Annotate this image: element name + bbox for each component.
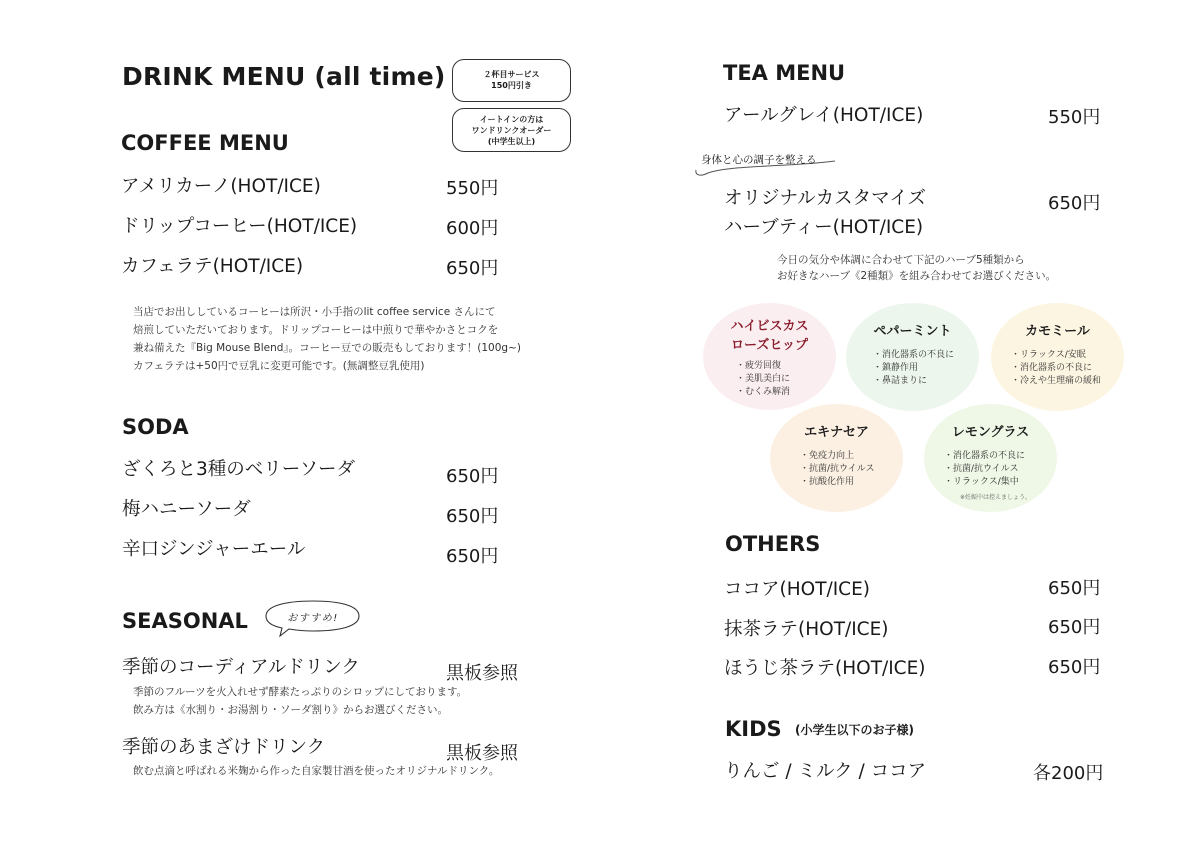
seasonal-heading: SEASONAL <box>122 609 248 633</box>
herb-title: エキナセア <box>804 425 869 440</box>
menu-item-name: ほうじ茶ラテ(HOT/ICE) <box>724 658 926 679</box>
menu-item-name: 季節のコーディアルドリンク <box>122 657 360 678</box>
menu-item-price: 550円 <box>1048 107 1101 128</box>
herb-title: カモミール <box>1025 324 1090 339</box>
coffee-heading: COFFEE MENU <box>121 131 289 155</box>
soda-heading: SODA <box>122 415 189 439</box>
menu-item-name: カフェラテ(HOT/ICE) <box>121 256 304 277</box>
menu-item-price: 650円 <box>446 546 499 567</box>
menu-item-price: 550円 <box>446 178 499 199</box>
herb-chamomile <box>991 303 1124 411</box>
menu-item-price: 650円 <box>1048 578 1101 599</box>
menu-item-name: ドリップコーヒー(HOT/ICE) <box>121 216 358 237</box>
menu-item-price: 650円 <box>446 466 499 487</box>
kids-subheading: (小学生以下のお子様) <box>795 723 914 737</box>
menu-item-price: 650円 <box>446 258 499 279</box>
herb-title: ペパーミント <box>873 324 952 339</box>
herb-effects: ・ 免疫力向上 ・ 抗菌/抗ウイルス ・ 抗酸化作用 <box>800 450 875 489</box>
menu-item-price: 各200円 <box>1033 763 1104 784</box>
kids-heading: KIDS <box>725 717 782 741</box>
page-title: DRINK MENU (all time) <box>122 62 446 91</box>
menu-item-price: 650円 <box>446 506 499 527</box>
menu-item-price: 650円 <box>1048 617 1101 638</box>
herb-effects: ・ 疲労回復 ・ 美肌美白に ・ むくみ解消 <box>736 360 790 399</box>
herb-peppermint <box>846 303 979 411</box>
recommend-badge: おすすめ! <box>263 598 363 638</box>
herb-instructions: 今日の気分や体調に合わせて下記のハーブ5種類から お好きなハーブ《2種類》を組み合わせてお選びください。 <box>777 254 1057 282</box>
second-cup-notice: ２杯目サービス 150円引き <box>452 59 571 102</box>
coffee-description: 当店でお出ししているコーヒーは所沢・小手指のlit coffee service さんにて 焙煎していただいております。ドリップコーヒーは中煎りで華やかさとコクを 兼ね備えた『Big Mouse Blend』。コーヒー豆での販売もしております！(100g~) カフェラテは+50円で豆乳に変更可能です。(無調整豆乳使用) <box>133 306 521 372</box>
menu-item-name: アールグレイ(HOT/ICE) <box>724 105 924 126</box>
menu-item-price: 黒板参照 <box>446 743 518 764</box>
menu-item-name: 梅ハニーソーダ <box>122 499 251 520</box>
menu-item-price: 650円 <box>1048 193 1101 214</box>
herb-effects: ・ 消化器系の不良に ・ 鎮静作用 ・ 鼻詰まりに <box>873 349 954 388</box>
menu-item-name: 辛口ジンジャーエール <box>122 539 306 560</box>
menu-item-name: オリジナルカスタマイズ <box>724 188 927 209</box>
herb-effects: ・ リラックス/安眠 ・ 消化器系の不良に ・ 冷えや生理痛の緩和 <box>1011 349 1101 388</box>
herb-echinacea <box>770 404 903 512</box>
menu-item-price: 650円 <box>1048 657 1101 678</box>
menu-item-name: アメリカーノ(HOT/ICE) <box>121 176 321 197</box>
others-heading: OTHERS <box>725 532 821 556</box>
menu-item-price: 600円 <box>446 218 499 239</box>
menu-item-name: ざくろと3種のベリーソーダ <box>122 459 356 480</box>
herb-title: ハイビスカス ローズヒップ <box>730 319 809 353</box>
herb-lemongrass <box>924 404 1057 512</box>
herb-effects: ・ 消化器系の不良に ・ 抗菌/抗ウイルス ・ リラックス/集中 <box>944 450 1025 489</box>
menu-item-name: ココア(HOT/ICE) <box>724 579 871 600</box>
herb-title: レモングラス <box>951 425 1030 440</box>
seasonal-description: 季節のフルーツを火入れせず酵素たっぷりのシロップにしております。 飲み方は《水割り・お湯割り・ソーダ割り》からお選びください。 <box>133 686 468 716</box>
seasonal-description: 飲む点滴と呼ばれる米麹から作った自家製甘酒を使ったオリジナルドリンク。 <box>133 765 500 777</box>
one-drink-order-notice: イートインの方は ワンドリンクオーダー (中学生以上) <box>452 108 571 152</box>
tea-tagline: 身体と心の調子を整える <box>690 150 840 180</box>
menu-item-name: 季節のあまざけドリンク <box>122 737 326 758</box>
menu-item-name: ハーブティー(HOT/ICE) <box>724 217 924 238</box>
tea-heading: TEA MENU <box>723 61 846 85</box>
herb-note: ※妊娠中は控えましょう。 <box>960 494 1032 501</box>
menu-item-name: りんご / ミルク / ココア <box>724 761 927 782</box>
menu-item-name: 抹茶ラテ(HOT/ICE) <box>724 619 889 640</box>
herb-hibiscus-rosehip <box>703 303 836 410</box>
menu-item-price: 黒板参照 <box>446 663 518 684</box>
